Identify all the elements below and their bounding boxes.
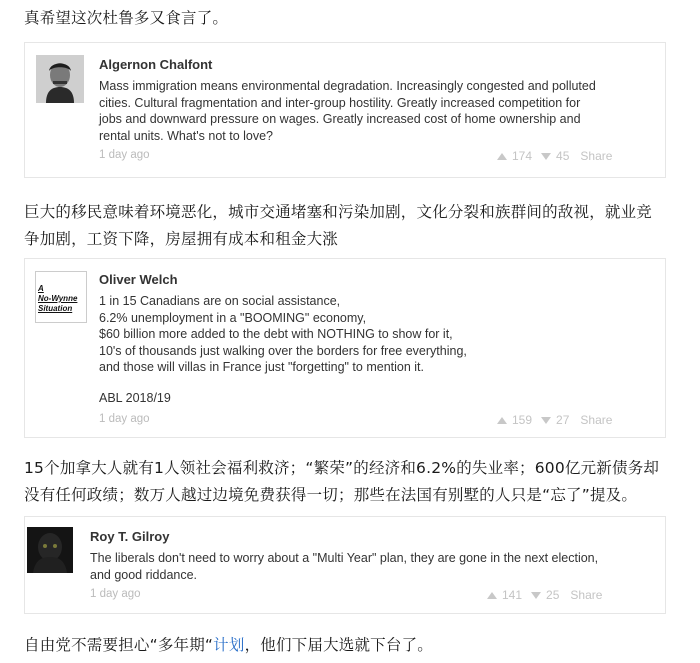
downvote-icon[interactable]	[531, 592, 541, 599]
comment-body	[99, 293, 467, 376]
comment-body	[99, 78, 596, 144]
translation-3	[24, 455, 659, 509]
downvote-count: 27	[556, 413, 570, 427]
upvote-count: 141	[502, 588, 523, 602]
comment-body	[90, 550, 598, 583]
translation-4	[24, 632, 433, 659]
downvote-icon[interactable]	[541, 417, 551, 424]
comment-timestamp[interactable]: 1 day ago	[99, 149, 150, 161]
upvote-icon[interactable]	[487, 592, 497, 599]
downvote-count: 25	[546, 588, 560, 602]
share-link[interactable]: Share	[570, 588, 603, 602]
avatar-logo-text: A No-Wynne Situation	[38, 284, 78, 313]
upvote-icon[interactable]	[497, 153, 507, 160]
translation-line: 15个加拿大人就有1人领社会福利救济；“繁荣”的经济和6.2%的失业率；600亿元新债务却	[24, 459, 660, 477]
portrait-icon	[36, 55, 84, 103]
comment-author[interactable]: Algernon Chalfont	[99, 57, 213, 72]
avatar[interactable]	[35, 271, 87, 323]
comment-card	[24, 516, 666, 614]
vote-bar	[497, 413, 612, 427]
comment-line: rental units. What's not to love?	[99, 128, 274, 143]
comment-line: 6.2% unemployment in a "BOOMING" economy,	[99, 310, 367, 325]
avatar[interactable]	[27, 527, 73, 573]
comment-timestamp[interactable]: 1 day ago	[90, 588, 141, 600]
translation-line: 巨大的移民意味着环境恶化，城市交通堵塞和污染加剧，文化分裂和族群间的敌视，就业竞	[24, 203, 653, 221]
translation-1: 真希望这次杜鲁多又食言了。	[24, 9, 229, 27]
share-link[interactable]: Share	[580, 413, 613, 427]
comment-card	[24, 258, 666, 438]
avatar[interactable]	[36, 55, 84, 103]
translation-2	[24, 199, 652, 253]
comment-line: 1 in 15 Canadians are on social assistance,	[99, 294, 341, 308]
comment-author[interactable]: Oliver Welch	[99, 272, 178, 287]
translation-segment: 自由党不需要担心“多年期“	[24, 636, 214, 654]
comment-signature: ABL 2018/19	[99, 391, 171, 405]
comment-line: and those will villas in France just "forgetting" to mention it.	[99, 360, 424, 374]
upvote-count: 159	[512, 413, 533, 427]
vote-bar	[497, 149, 612, 163]
comment-author[interactable]: Roy T. Gilroy	[90, 529, 170, 544]
comment-timestamp[interactable]: 1 day ago	[99, 413, 150, 425]
upvote-count: 174	[512, 149, 533, 163]
comment-card	[24, 42, 666, 178]
downvote-count: 45	[556, 149, 570, 163]
vote-bar	[487, 588, 602, 602]
share-link[interactable]: Share	[580, 149, 613, 163]
comment-line: and good riddance.	[90, 567, 198, 582]
comment-line: $60 billion more added to the debt with NOTHING to show for it,	[99, 327, 453, 341]
translation-segment: ，他们下届大选就下台了。	[244, 636, 433, 654]
translation-highlight: 计划	[213, 636, 245, 654]
dark-figure-icon	[27, 527, 73, 573]
comment-line: Mass immigration means environmental degradation. Increasingly congested and polluted	[99, 79, 596, 93]
upvote-icon[interactable]	[497, 417, 507, 424]
downvote-icon[interactable]	[541, 153, 551, 160]
comment-line: 10's of thousands just walking over the borders for free everything,	[99, 343, 467, 358]
translation-line: 争加剧，工资下降，房屋拥有成本和租金大涨	[24, 230, 339, 248]
comment-line: cities. Cultural fragmentation and inter-group hostility. Greatly increased competition for	[99, 95, 581, 110]
translation-line: 没有任何政绩；数万人越过边境免费获得一切；那些在法国有别墅的人只是“忘了”提及。	[24, 486, 638, 504]
comment-line: jobs and downward pressure on wages. Greatly increased cost of home ownership and	[99, 112, 581, 126]
comment-line: The liberals don't need to worry about a "Multi Year" plan, they are gone in the next election,	[90, 551, 599, 565]
